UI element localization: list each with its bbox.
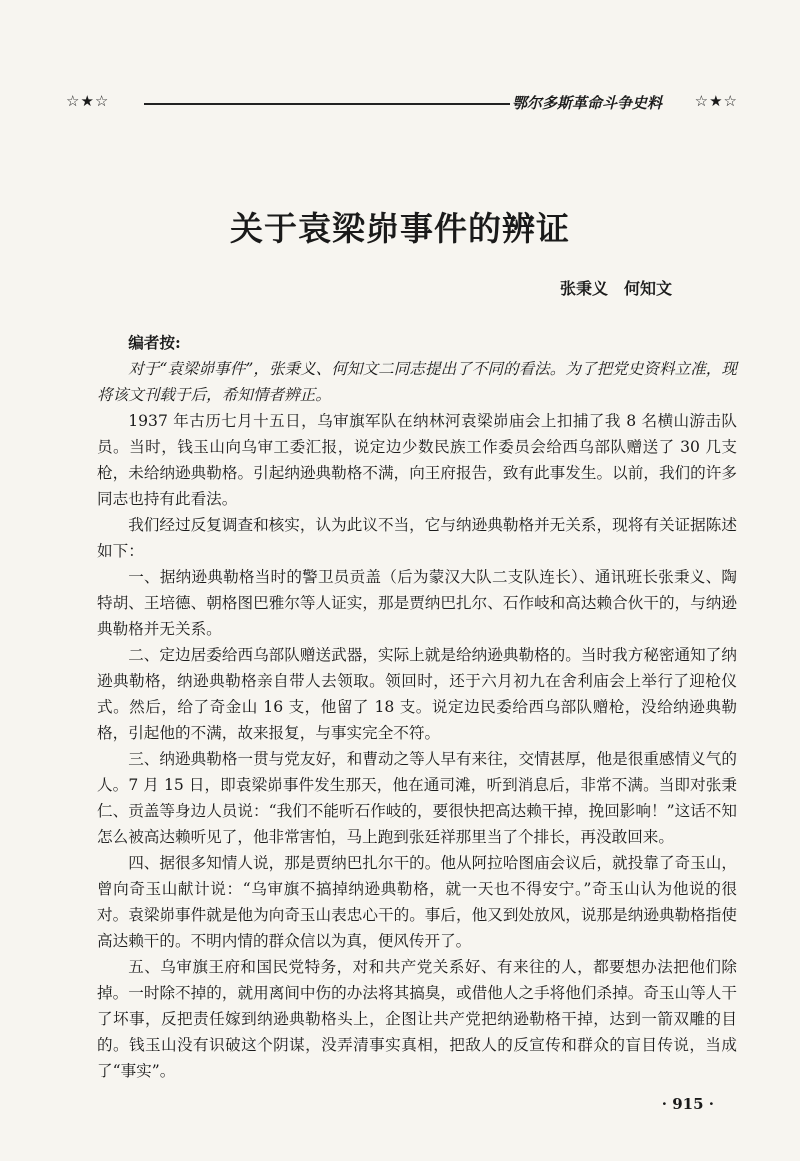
article-body bbox=[97, 330, 737, 1084]
body-paragraph: 三、纳逊典勒格一贯与党友好，和曹动之等人早有来往，交情甚厚，他是很重感情义气的人。7 月 15 日，即袁梁峁事件发生那天，他在通司滩，听到消息后，非常不满。当即对张秉仁、贡盖等身边人员说：“我们不能听石作岐的，要很快把高达赖干掉，挽回影响！”这话不知怎么被高达赖听见了，他非常害怕，马上跑到张廷祥那里当了个排长，再没敢回来。 bbox=[97, 750, 737, 846]
editor-note-heading: 编者按: bbox=[128, 333, 181, 352]
body-paragraph: 一、据纳逊典勒格当时的警卫员贡盖（后为蒙汉大队二支队连长）、通讯班长张秉义、陶特胡、王培德、朝格图巴雅尔等人证实，那是贾纳巴扎尔、石作岐和高达赖合伙干的，与纳逊典勒格并无关系。 bbox=[97, 568, 737, 638]
article-title: 关于袁梁峁事件的辨证 bbox=[230, 209, 570, 248]
body-paragraph: 我们经过反复调查和核实，认为此议不当，它与纳逊典勒格并无关系，现将有关证据陈述如下： bbox=[97, 516, 737, 560]
author-line bbox=[560, 276, 672, 299]
body-paragraph: 四、据很多知情人说，那是贾纳巴扎尔干的。他从阿拉哈图庙会议后，就投靠了奇玉山，曾向奇玉山献计说：“乌审旗不搞掉纳逊典勒格，就一天也不得安宁。”奇玉山认为他说的很对。袁梁峁事件就是他为向奇玉山表忠心干的。事后，他又到处放风，说那是纳逊典勒格指使高达赖干的。不明内情的群众信以为真，便风传开了。 bbox=[97, 854, 737, 950]
journal-title: 鄂尔多斯革命斗争史料 bbox=[512, 94, 663, 112]
page-number: · 915 · bbox=[661, 1095, 714, 1113]
body-paragraph: 1937 年古历七月十五日，乌审旗军队在纳林河袁梁峁庙会上扣捕了我 8 名横山游击队员。当时，钱玉山向乌审工委汇报，说定边少数民族工作委员会给西乌部队赠送了 30 几支枪，未给纳逊典勒格。引起纳逊典勒格不满，向王府报告，致有此事发生。以前，我们的许多同志也持有此看法。 bbox=[97, 412, 737, 508]
running-header bbox=[66, 92, 738, 116]
star-ornament-left: ☆★☆ bbox=[66, 92, 110, 110]
author-name: 何知文 bbox=[623, 279, 672, 298]
header-rule bbox=[144, 103, 510, 105]
editor-note: 对于“袁梁峁事件”，张秉义、何知文二同志提出了不同的看法。为了把党史资料立准，现将该文刊载于后，希知情者辨正。 bbox=[97, 360, 737, 404]
star-ornament-right: ☆★☆ bbox=[694, 92, 738, 110]
body-paragraph: 二、定边居委给西乌部队赠送武器，实际上就是给纳逊典勒格的。当时我方秘密通知了纳逊典勒格，纳逊典勒格亲自带人去领取。领回时，还于六月初九在舍利庙会上举行了迎枪仪式。然后，给了奇金山 16 支，他留了 18 支。说定边民委给西乌部队赠枪，没给纳逊典勒格，引起他的不满，故来报复，与事实完全不符。 bbox=[97, 646, 737, 742]
author-name: 张秉义 bbox=[559, 279, 608, 298]
body-paragraph: 五、乌审旗王府和国民党特务，对和共产党关系好、有来往的人，都要想办法把他们除掉。一时除不掉的，就用离间中伤的办法将其搞臭，或借他人之手将他们杀掉。奇玉山等人干了坏事，反把责任嫁到纳逊典勒格头上，企图让共产党把纳逊勒格干掉，达到一箭双雕的目的。钱玉山没有识破这个阴谋，没弄清事实真相，把敌人的反宣传和群众的盲目传说，当成了“事实”。 bbox=[97, 958, 737, 1080]
